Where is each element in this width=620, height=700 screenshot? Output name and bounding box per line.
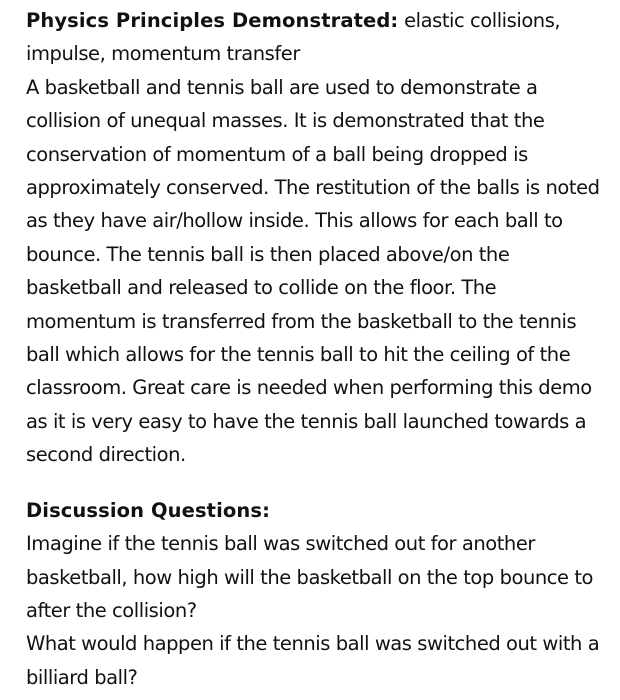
principles-line [26, 4, 601, 71]
discussion-question-1: Imagine if the tennis ball was switched out for another basketball, how high will the basketball on the top bounce to after the collision? [26, 532, 594, 622]
principles-label: Physics Principles Demonstrated: [26, 9, 399, 32]
principles-value: elastic collisions, impulse, momentum transfer [26, 9, 561, 66]
discussion-question-2: What would happen if the tennis ball was switched out with a billiard ball? [26, 632, 600, 689]
discussion-heading: Discussion Questions: [26, 498, 270, 522]
discussion-section [26, 494, 601, 694]
principles-description: A basketball and tennis ball are used to demonstrate a collision of unequal masses. It is demonstrated that the conservation of momentum of a ball being dropped is approximately conserved. The restitution of the balls is noted as they have air/hollow inside. This allows for each ball to bounce. The tennis ball is then placed above/on the basketball and released to collide on the floor. The momentum is transferred from the basketball to the tennis ball which allows for the tennis ball to hit the ceiling of the classroom. Great care is needed when performing this demo as it is very easy to have the tennis ball launched towards a second direction. [26, 75, 600, 467]
section-spacer [26, 472, 601, 494]
document-page [26, 4, 601, 694]
principles-section [26, 4, 601, 472]
